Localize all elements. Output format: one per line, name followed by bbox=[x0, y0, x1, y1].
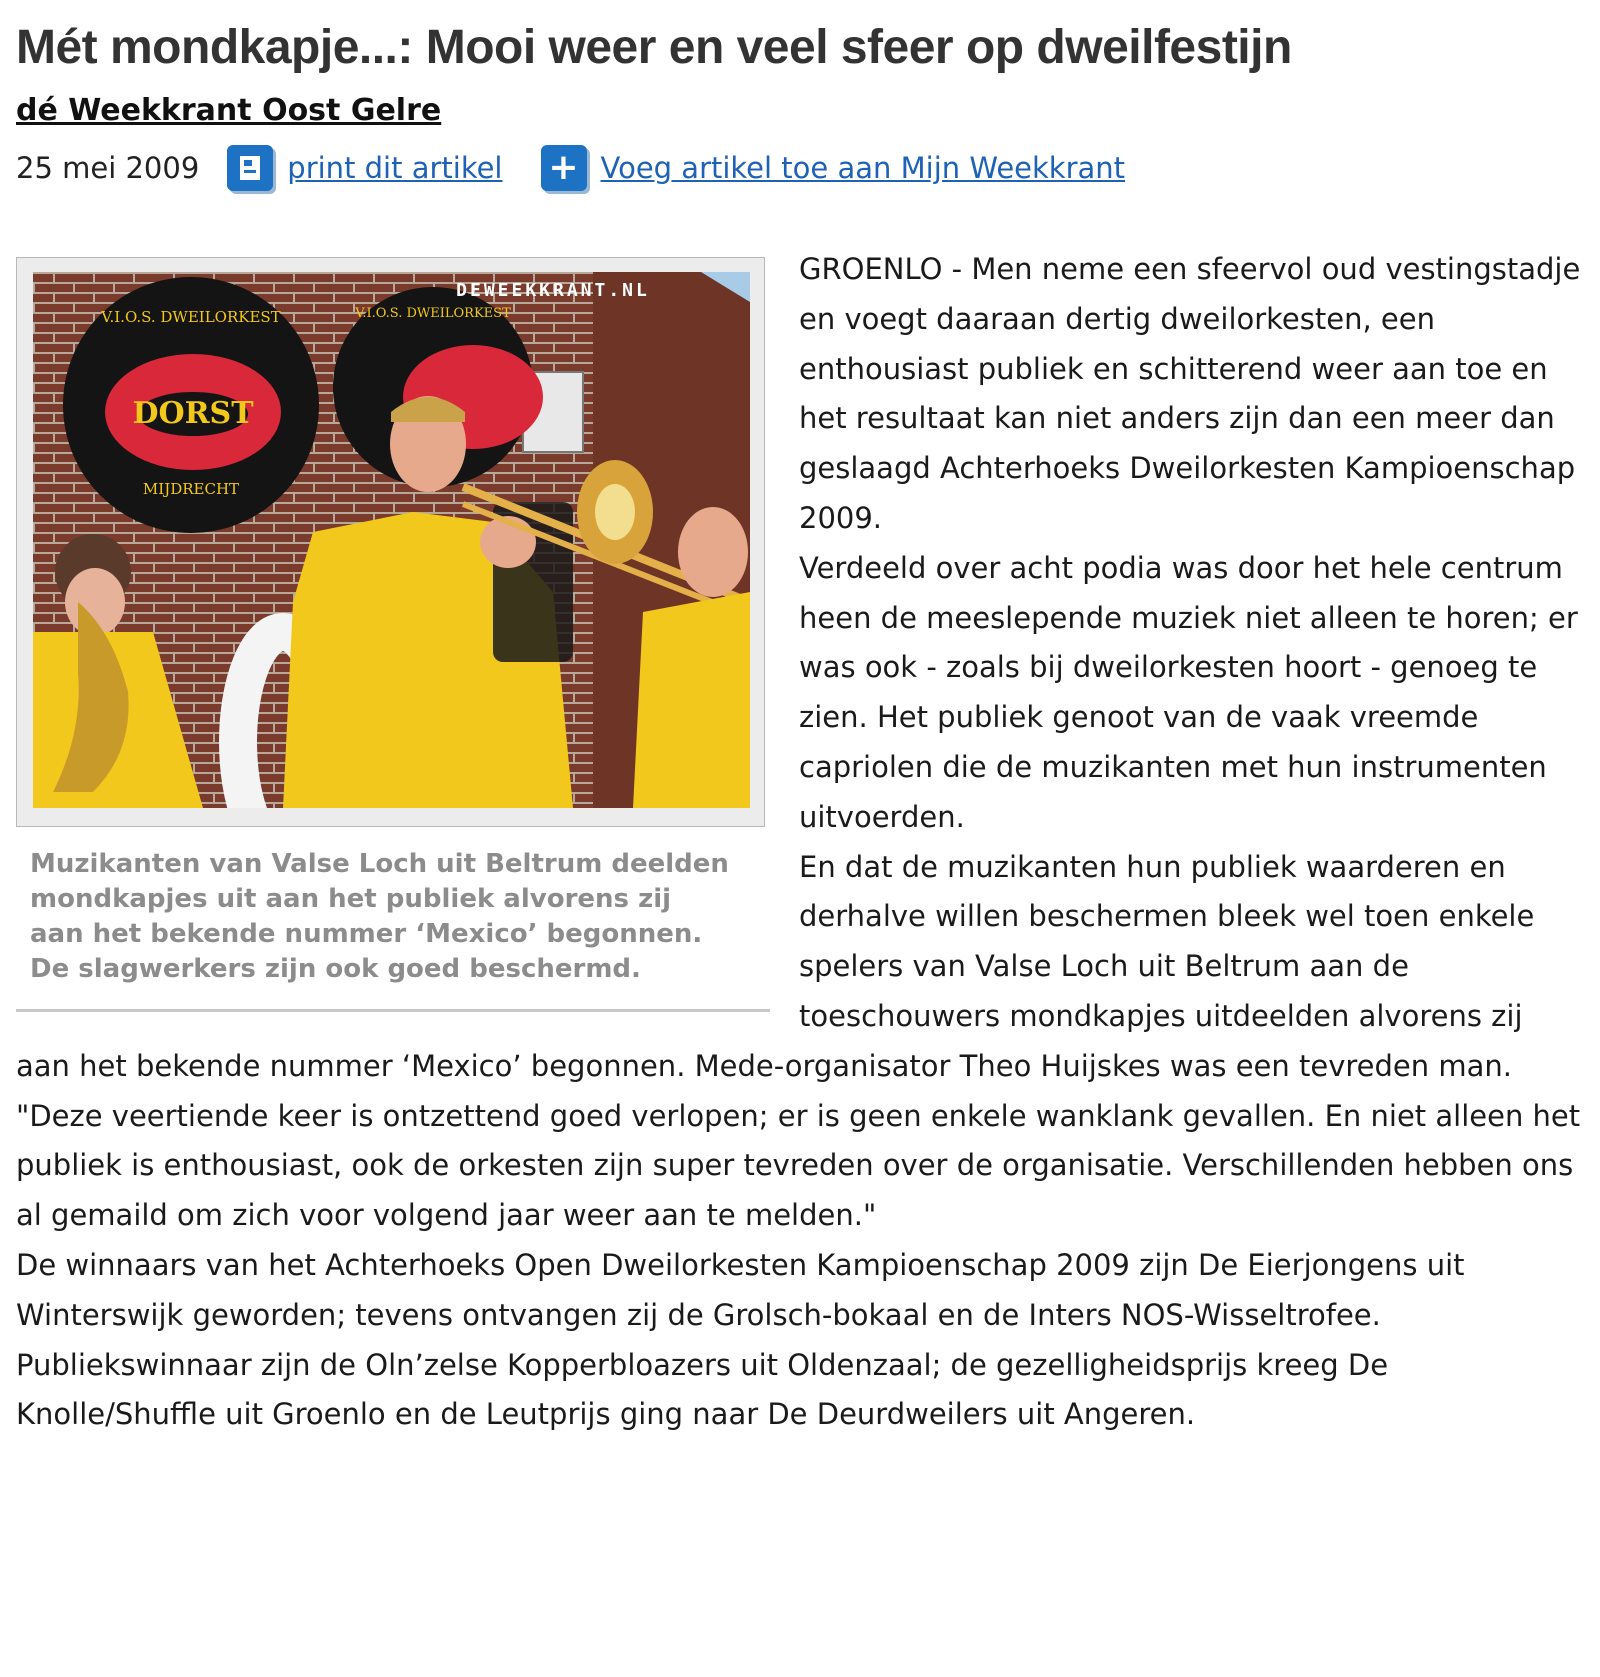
article-body bbox=[16, 245, 1584, 1440]
plus-icon[interactable] bbox=[541, 145, 587, 191]
photo-caption: Muzikanten van Valse Loch uit Beltrum deelden mondkapjes uit aan het publiek alvorens zij aan het bekende nummer ‘Mexico’ begonnen. De slagwerkers zijn ook goed beschermd. bbox=[30, 849, 729, 984]
article-paragraph: GROENLO - Men neme een sfeervol oud vestingstadje en voegt daaraan dertig dweilorkesten, een enthousiast publiek en schitterend weer aan toe en het resultaat kan niet anders zijn dan een meer dan geslaagd Achterhoeks Dweilorkesten Kampioenschap 2009. bbox=[799, 252, 1581, 535]
article-paragraph: En dat de muzikanten hun publiek waarderen en derhalve willen beschermen bleek wel toen enkele spelers van Valse Loch uit Beltrum aan de toeschouwers mondkapjes uitdeelden alvorens zij aan het bekende nummer ‘Mexico’ begonnen. Mede-organisator Theo Huijskes was een tevreden man. "Deze veertiende keer is ontzettend goed verlopen; er is geen enkele wanklank gevallen. En niet alleen het publiek is enthousiast, ook de orkesten zijn super tevreden over de organisatie. Verschillenden hebben ons al gemaild om zich voor volgend jaar weer aan te melden." bbox=[16, 849, 1581, 1233]
photo-frame bbox=[16, 257, 765, 827]
print-article-link[interactable]: print dit artikel bbox=[287, 151, 503, 185]
article-paragraph: Verdeeld over acht podia was door het hele centrum heen de meeslepende muziek niet alleen te horen; er was ook - zoals bij dweilorkesten hoort - genoeg te zien. Het publiek genoot van de vaak vreemde capriolen die de muzikanten met hun instrumenten uitvoerden. bbox=[799, 550, 1578, 834]
article-page bbox=[16, 18, 1584, 1440]
article-paragraph: De winnaars van het Achterhoeks Open Dweilorkesten Kampioenschap 2009 zijn De Eierjongens uit Winterswijk geworden; tevens ontvangen zij de Grolsch-bokaal en de Inters NOS-Wisseltrofee. Publiekswinnaar zijn de Oln’zelse Kopperbloazers uit Oldenzaal; de gezelligheidsprijs kreeg De Knolle/Shuffle uit Groenlo en de Leutprijs ging naar De Deurdweilers uit Angeren. bbox=[16, 1247, 1465, 1432]
caption-divider bbox=[16, 1009, 770, 1012]
drum-sign-right-top: V.I.O.S. DWEILORKEST bbox=[355, 306, 511, 321]
drum-sign-left-bottom: MIJDRECHT bbox=[142, 480, 240, 498]
article-date: 25 mei 2009 bbox=[16, 151, 200, 185]
printer-icon[interactable] bbox=[227, 145, 273, 191]
article-meta-row bbox=[16, 138, 1584, 198]
article-headline: Mét mondkapje...: Mooi weer en veel sfeer op dweilfestijn bbox=[16, 21, 1292, 74]
photo-watermark: DEWEEKKRANT.NL bbox=[456, 280, 650, 301]
drum-sign-left-top: V.I.O.S. DWEILORKEST bbox=[101, 308, 281, 326]
article-photo bbox=[33, 272, 750, 808]
plus-glyph: + bbox=[548, 147, 579, 188]
printer-glyph bbox=[240, 156, 260, 180]
drum-sign-left-name: DORST bbox=[132, 396, 254, 431]
drum-sign-left bbox=[63, 277, 319, 533]
article-figure bbox=[16, 245, 770, 1012]
add-to-my-weekkrant-link[interactable]: Voeg artikel toe aan Mijn Weekkrant bbox=[600, 151, 1126, 185]
article-source[interactable]: dé Weekkrant Oost Gelre bbox=[16, 93, 442, 128]
